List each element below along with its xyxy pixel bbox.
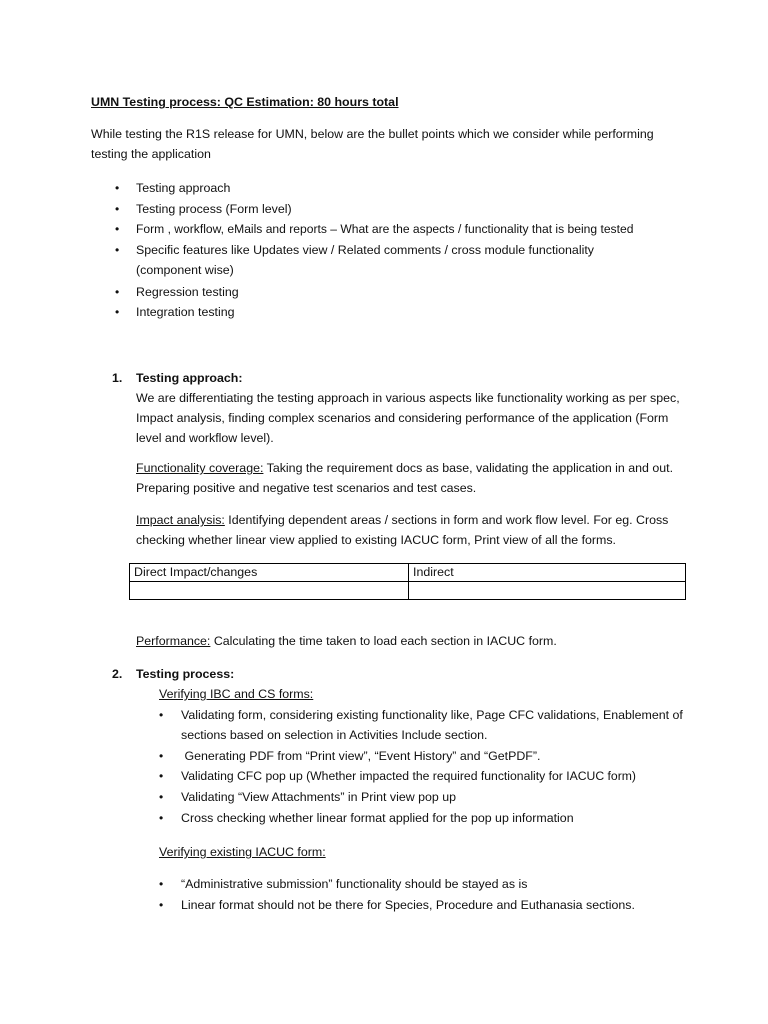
bullet-item: Regression testing bbox=[136, 285, 239, 299]
bullet-item: Integration testing bbox=[136, 305, 235, 319]
section-heading: Testing process: bbox=[136, 667, 235, 681]
section-heading: Testing approach: bbox=[136, 371, 243, 385]
list-item: Linear format should not be there for Species, Procedure and Euthanasia sections. bbox=[181, 898, 635, 912]
table-cell bbox=[130, 582, 409, 600]
bullet-icon: • bbox=[159, 811, 164, 825]
table-row bbox=[130, 564, 686, 582]
bullet-item: Form , workflow, eMails and reports – What are the aspects / functionality that is being tested bbox=[136, 222, 634, 236]
impact-analysis-label: Impact analysis: bbox=[136, 513, 225, 527]
impact-analysis-text: Identifying dependent areas / sections in form and work flow level. For eg. Cross checking whether linear view applied to existing IACUC form, Print view of all the forms. bbox=[136, 513, 669, 547]
table-header-cell: Direct Impact/changes bbox=[130, 564, 409, 582]
bullet-icon: • bbox=[159, 898, 164, 912]
table-header-cell: Indirect bbox=[409, 564, 686, 582]
subsection-heading: Verifying IBC and CS forms: bbox=[159, 687, 314, 701]
bullet-item: Testing approach bbox=[136, 181, 231, 195]
bullet-icon: • bbox=[159, 790, 164, 804]
section-number: 2. bbox=[112, 667, 123, 681]
bullet-icon: • bbox=[115, 305, 120, 319]
list-item: “Administrative submission” functionality should be stayed as is bbox=[181, 877, 528, 891]
section-paragraph: We are differentiating the testing approach in various aspects like functionality working as per spec, Impact analysis, finding complex scenarios and considering performance of the application (Form level and workflow level). bbox=[136, 391, 680, 445]
performance-label: Performance: bbox=[136, 634, 211, 648]
bullet-icon: • bbox=[159, 708, 164, 722]
functionality-coverage-label: Functionality coverage: bbox=[136, 461, 264, 475]
bullet-icon: • bbox=[115, 202, 120, 216]
list-item: Validating CFC pop up (Whether impacted the required functionality for IACUC form) bbox=[181, 769, 636, 783]
bullet-icon: • bbox=[115, 181, 120, 195]
table-row bbox=[130, 582, 686, 600]
bullet-icon: • bbox=[115, 222, 120, 236]
document-title: UMN Testing process: QC Estimation: 80 hours total bbox=[91, 95, 399, 109]
bullet-icon: • bbox=[115, 285, 120, 299]
bullet-icon: • bbox=[115, 243, 120, 257]
functionality-coverage-paragraph bbox=[136, 458, 676, 498]
list-item: Validating “View Attachments” in Print view pop up bbox=[181, 790, 457, 804]
list-item: Validating form, considering existing functionality like, Page CFC validations, Enablement of sections based on selection in Activities Include section. bbox=[181, 708, 683, 742]
bullet-icon: • bbox=[159, 769, 164, 783]
intro-paragraph: While testing the R1S release for UMN, below are the bullet points which we consider while performing testing the application bbox=[91, 127, 654, 161]
table-cell bbox=[409, 582, 686, 600]
bullet-icon: • bbox=[159, 877, 164, 891]
bullet-item: Specific features like Updates view / Related comments / cross module functionality (component wise) bbox=[136, 243, 594, 277]
list-item: Cross checking whether linear format applied for the pop up information bbox=[181, 811, 574, 825]
section-number: 1. bbox=[112, 371, 123, 385]
performance-paragraph bbox=[136, 631, 557, 651]
bullet-item: Testing process (Form level) bbox=[136, 202, 292, 216]
impact-analysis-paragraph bbox=[136, 510, 676, 550]
bullet-icon: • bbox=[159, 749, 164, 763]
list-item: Generating PDF from “Print view”, “Event History” and “GetPDF”. bbox=[181, 749, 541, 763]
subsection-heading: Verifying existing IACUC form: bbox=[159, 845, 326, 859]
functionality-coverage-text: Taking the requirement docs as base, validating the application in and out. Preparing positive and negative test scenarios and test cases. bbox=[136, 461, 674, 495]
performance-text: Calculating the time taken to load each section in IACUC form. bbox=[210, 634, 557, 648]
impact-table bbox=[129, 563, 686, 600]
